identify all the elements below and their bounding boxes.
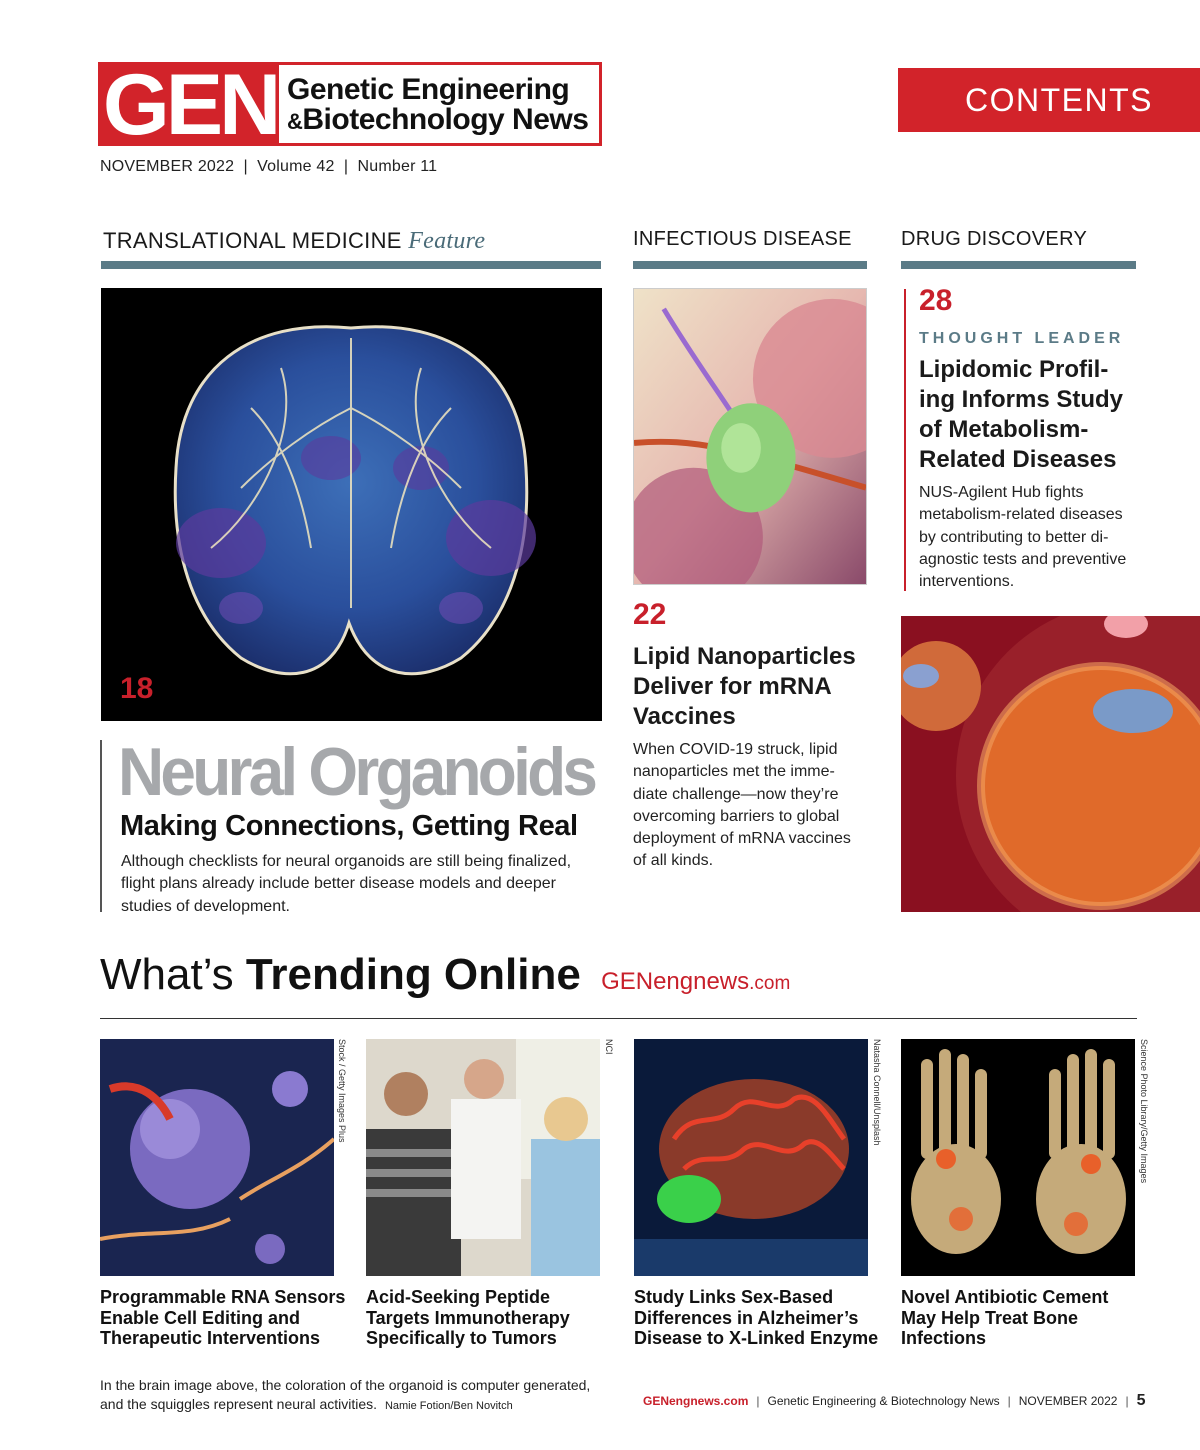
section-bar xyxy=(901,261,1136,269)
trending-card-title[interactable]: Programmable RNA Sensors Enable Cell Editing and Therapeutic Interventions xyxy=(100,1287,346,1348)
footnote-text: In the brain image above, the coloration of the organoid is computer generated, and the squiggles represent neural activities. xyxy=(100,1377,591,1412)
brain-organoid-graphic xyxy=(101,288,602,721)
section-title: TRANSLATIONAL MEDICINE xyxy=(103,228,402,253)
infectious-body: When COVID-19 struck, lipid nanoparticles met the imme-diate challenge—now they’re overcoming barriers to global deployment of mRNA vaccines of all kinds. xyxy=(633,741,851,870)
footer-month: NOVEMBER 2022 xyxy=(1018,1394,1118,1408)
page-number: 5 xyxy=(1136,1392,1146,1409)
trending-card-title[interactable]: Study Links Sex-Based Differences in Alzheimer’s Disease to X-Linked Enzyme xyxy=(634,1287,879,1348)
brain-model-graphic xyxy=(634,1039,868,1276)
feature-body: Although checklists for neural organoids are still being finalized, flight plans already include better disease models and deeper studies of development. xyxy=(121,853,572,915)
section-header-drug: DRUG DISCOVERY xyxy=(901,228,1088,250)
trending-site-link[interactable] xyxy=(601,968,790,995)
trending-rule xyxy=(100,1018,1137,1019)
peptide-image[interactable] xyxy=(366,1039,600,1276)
gen-logo[interactable] xyxy=(98,57,602,153)
drug-headline[interactable]: Lipidomic Profil-ing Informs Study of Metabolism-Related Diseases xyxy=(919,356,1123,473)
page-footer xyxy=(643,1392,1146,1410)
lipid-particle-image[interactable] xyxy=(901,616,1200,912)
infectious-headline[interactable]: Lipid Nanoparticles Deliver for mRNA Vaccines xyxy=(633,643,856,730)
section-bar xyxy=(101,261,601,269)
logo-line-1: Genetic Engineering xyxy=(287,73,570,106)
section-header-translational xyxy=(103,228,485,255)
card-credit: NCI xyxy=(604,1039,614,1055)
trending-title-bold: Trending Online xyxy=(245,950,581,999)
issue-info: NOVEMBER 2022 | Volume 42 | Number 11 xyxy=(100,158,438,175)
trending-site-main: GENengnews xyxy=(601,968,750,995)
card-credit: Natasha Connell/Unsplash xyxy=(872,1039,882,1146)
feature-rule xyxy=(100,740,102,912)
footer-divider: | xyxy=(1125,1394,1129,1408)
section-header-infectious: INFECTIOUS DISEASE xyxy=(633,228,852,250)
feature-subtitle: Making Connections, Getting Real xyxy=(120,810,578,842)
image-footnote xyxy=(100,1376,600,1416)
drug-kicker: THOUGHT LEADER xyxy=(919,330,1125,347)
card-credit: Stock / Getty Images Plus xyxy=(337,1039,347,1143)
section-bar xyxy=(633,261,867,269)
feature-title[interactable]: Neural Organoids xyxy=(118,734,595,810)
brain-organoid-image[interactable] xyxy=(101,288,602,721)
footer-site-link[interactable]: GENengnews.com xyxy=(643,1394,749,1408)
logo-amp: & xyxy=(287,109,303,134)
drug-body: NUS-Agilent Hub fights metabolism-related diseases by contributing to better di-agnostic tests and preventive interventions. xyxy=(919,484,1127,591)
feature-page-number: 18 xyxy=(120,672,154,705)
footnote-credit: Namie Fotion/Ben Novitch xyxy=(384,1400,513,1412)
peptide-graphic xyxy=(366,1039,600,1276)
drug-accent-rule xyxy=(904,289,906,591)
trending-title-light: What’s xyxy=(100,950,234,999)
infectious-page-number: 22 xyxy=(633,598,667,631)
logo-mark: GEN xyxy=(102,57,278,153)
trending-site-tld: .com xyxy=(749,973,791,994)
xray-hands-image[interactable] xyxy=(901,1039,1135,1276)
drug-page-number: 28 xyxy=(919,284,953,317)
contents-banner: CONTENTS xyxy=(898,68,1200,132)
footer-divider: | xyxy=(1007,1394,1011,1408)
trending-card-title[interactable]: Acid-Seeking Peptide Targets Immunotherapy Specifically to Tumors xyxy=(366,1287,570,1348)
nanoparticle-image[interactable] xyxy=(633,288,867,585)
brain-model-image[interactable] xyxy=(634,1039,868,1276)
section-tag: Feature xyxy=(408,228,486,254)
logo-wordmark xyxy=(279,65,588,143)
rna-sensor-image[interactable] xyxy=(100,1039,334,1276)
nanoparticle-graphic xyxy=(634,289,866,584)
xray-hands-graphic xyxy=(901,1039,1135,1276)
trending-card-title[interactable]: Novel Antibiotic Cement May Help Treat Bone Infections xyxy=(901,1287,1109,1348)
footer-publication: Genetic Engineering & Biotechnology News xyxy=(767,1394,1000,1408)
trending-heading xyxy=(100,950,790,1000)
card-credit: Science Photo Library/Getty Images xyxy=(1139,1039,1149,1184)
logo-line-2-text: Biotechnology News xyxy=(302,103,589,136)
logo-line-2 xyxy=(287,105,588,137)
footer-divider: | xyxy=(756,1394,760,1408)
rna-sensor-graphic xyxy=(100,1039,334,1276)
lipid-particle-graphic xyxy=(901,616,1200,912)
